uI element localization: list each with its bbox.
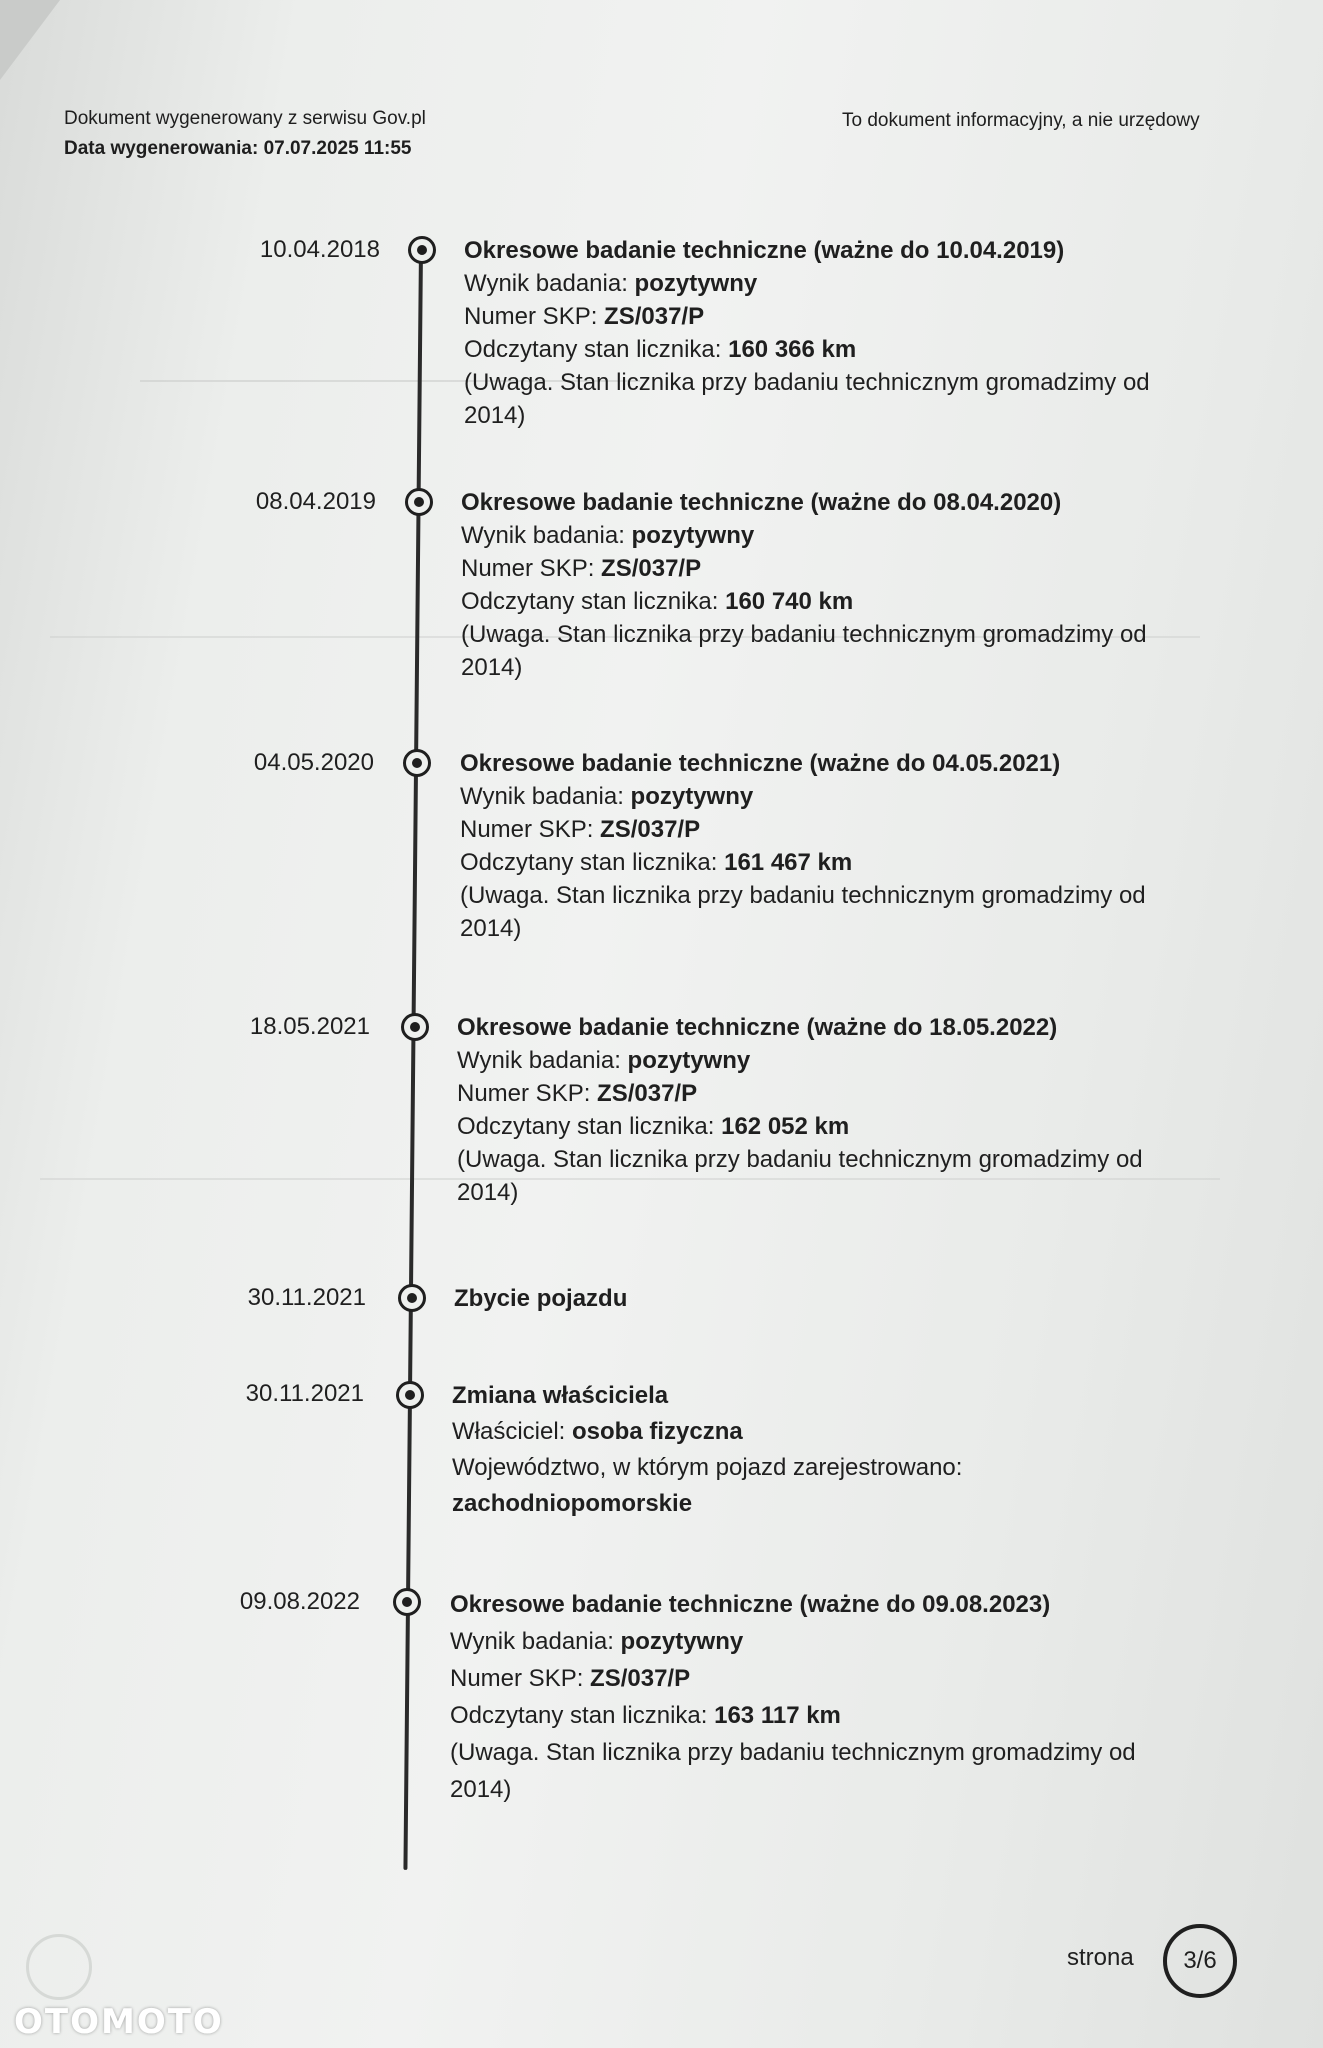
timeline-dot-icon: [403, 749, 431, 777]
entry-voivodeship-value: [452, 1486, 1152, 1522]
result-value: pozytywny: [620, 1628, 744, 1655]
odometer-note: (Uwaga. Stan licznika przy badaniu technicznym gromadzimy od: [450, 1739, 1136, 1766]
result-value: pozytywny: [631, 522, 755, 549]
odometer-note-year: 2014): [460, 915, 522, 942]
entry-title: Zbycie pojazdu: [454, 1285, 628, 1312]
entry-body: [454, 1282, 1154, 1315]
odometer-value: 163 117 km: [714, 1702, 841, 1729]
entry-date: 18.05.2021: [249, 1013, 370, 1040]
result-label: Wynik badania:: [450, 1628, 614, 1655]
entry-odometer: [461, 585, 1161, 618]
skp-label: Numer SKP:: [457, 1080, 591, 1107]
entry-body: [450, 1586, 1150, 1808]
entry-result: [461, 519, 1161, 552]
source-line: Dokument wygenerowany z serwisu Gov.pl: [64, 108, 426, 129]
voivodeship-value: zachodniopomorskie: [452, 1490, 693, 1517]
odometer-label: Odczytany stan licznika:: [461, 588, 719, 615]
timeline-dot-icon: [401, 1013, 429, 1041]
odometer-value: 162 052 km: [721, 1113, 850, 1140]
result-label: Wynik badania:: [457, 1047, 621, 1074]
entry-result: [450, 1623, 1150, 1660]
entry-title: Okresowe badanie techniczne (ważne do 18.05.2022): [457, 1014, 1058, 1041]
entry-skp: [460, 813, 1160, 846]
odometer-label: Odczytany stan licznika:: [464, 336, 722, 363]
odometer-note-year: 2014): [461, 654, 523, 681]
skp-value: ZS/037/P: [597, 1080, 698, 1107]
result-value: pozytywny: [630, 783, 754, 810]
skp-value: ZS/037/P: [600, 816, 701, 843]
skp-value: ZS/037/P: [590, 1665, 691, 1692]
entry-odometer: [457, 1110, 1157, 1143]
odometer-note: (Uwaga. Stan licznika przy badaniu technicznym gromadzimy od: [460, 882, 1146, 909]
skp-value: ZS/037/P: [604, 303, 705, 330]
entry-body: [460, 747, 1160, 945]
entry-date: 30.11.2021: [245, 1380, 364, 1407]
entry-date: 10.04.2018: [259, 236, 380, 263]
entry-date: 04.05.2020: [253, 749, 374, 776]
odometer-note: (Uwaga. Stan licznika przy badaniu technicznym gromadzimy od: [461, 621, 1147, 648]
timeline-dot-icon: [393, 1588, 421, 1616]
page-number: 3/6: [1163, 1924, 1237, 1998]
entry-body: [461, 486, 1161, 684]
entry-skp: [450, 1660, 1150, 1697]
timeline-dot-icon: [405, 488, 433, 516]
entry-odometer: [450, 1697, 1150, 1734]
skp-label: Numer SKP:: [461, 555, 595, 582]
result-value: pozytywny: [627, 1047, 751, 1074]
odometer-note: (Uwaga. Stan licznika przy badaniu technicznym gromadzimy od: [457, 1146, 1143, 1173]
entry-voivodeship-label: Województwo, w którym pojazd zarejestrowano:: [452, 1454, 963, 1481]
entry-body: [464, 234, 1164, 432]
otomoto-watermark: OTOMOTO: [14, 2002, 224, 2042]
document-header: [64, 104, 426, 164]
info-note: To dokument informacyjny, a nie urzędowy: [842, 110, 1200, 131]
bleed-through-circle: [26, 1934, 92, 2000]
entry-skp: [464, 300, 1164, 333]
owner-label: Właściciel:: [452, 1418, 566, 1445]
timeline-dot-icon: [398, 1284, 426, 1312]
odometer-label: Odczytany stan licznika:: [460, 849, 718, 876]
odometer-note-year: 2014): [457, 1179, 519, 1206]
entry-title: Zmiana właściciela: [452, 1382, 669, 1409]
result-label: Wynik badania:: [464, 270, 628, 297]
entry-date: 09.08.2022: [239, 1588, 360, 1615]
entry-date: 30.11.2021: [247, 1284, 366, 1311]
entry-title: Okresowe badanie techniczne (ważne do 10.04.2019): [464, 237, 1065, 264]
odometer-label: Odczytany stan licznika:: [450, 1702, 708, 1729]
entry-odometer: [464, 333, 1164, 366]
skp-label: Numer SKP:: [464, 303, 598, 330]
page-corner-shadow: [0, 0, 60, 80]
entry-owner: [452, 1414, 1152, 1450]
timeline-dot-icon: [408, 236, 436, 264]
owner-value: osoba fizyczna: [572, 1418, 743, 1445]
entry-odometer: [460, 846, 1160, 879]
entry-skp: [461, 552, 1161, 585]
odometer-note-year: 2014): [464, 402, 526, 429]
odometer-note-year: 2014): [450, 1776, 512, 1803]
entry-title: Okresowe badanie techniczne (ważne do 04.05.2021): [460, 750, 1061, 777]
timeline-dot-icon: [396, 1381, 424, 1409]
generation-date-value: 07.07.2025 11:55: [263, 138, 412, 159]
generation-date: [64, 134, 426, 164]
entry-body: [452, 1378, 1152, 1522]
page-label: strona: [1067, 1944, 1134, 1971]
skp-label: Numer SKP:: [450, 1665, 584, 1692]
odometer-value: 160 740 km: [725, 588, 854, 615]
entry-date: 08.04.2019: [255, 488, 376, 515]
odometer-value: 160 366 km: [728, 336, 857, 363]
entry-title: Okresowe badanie techniczne (ważne do 09.08.2023): [450, 1591, 1051, 1618]
odometer-note: (Uwaga. Stan licznika przy badaniu technicznym gromadzimy od: [464, 369, 1150, 396]
odometer-label: Odczytany stan licznika:: [457, 1113, 715, 1140]
result-label: Wynik badania:: [461, 522, 625, 549]
skp-value: ZS/037/P: [601, 555, 702, 582]
result-value: pozytywny: [634, 270, 758, 297]
entry-body: [457, 1011, 1157, 1209]
entry-result: [460, 780, 1160, 813]
entry-skp: [457, 1077, 1157, 1110]
entry-result: [457, 1044, 1157, 1077]
entry-title: Okresowe badanie techniczne (ważne do 08.04.2020): [461, 489, 1062, 516]
skp-label: Numer SKP:: [460, 816, 594, 843]
entry-result: [464, 267, 1164, 300]
result-label: Wynik badania:: [460, 783, 624, 810]
generation-date-label: Data wygenerowania:: [64, 138, 259, 159]
odometer-value: 161 467 km: [724, 849, 853, 876]
